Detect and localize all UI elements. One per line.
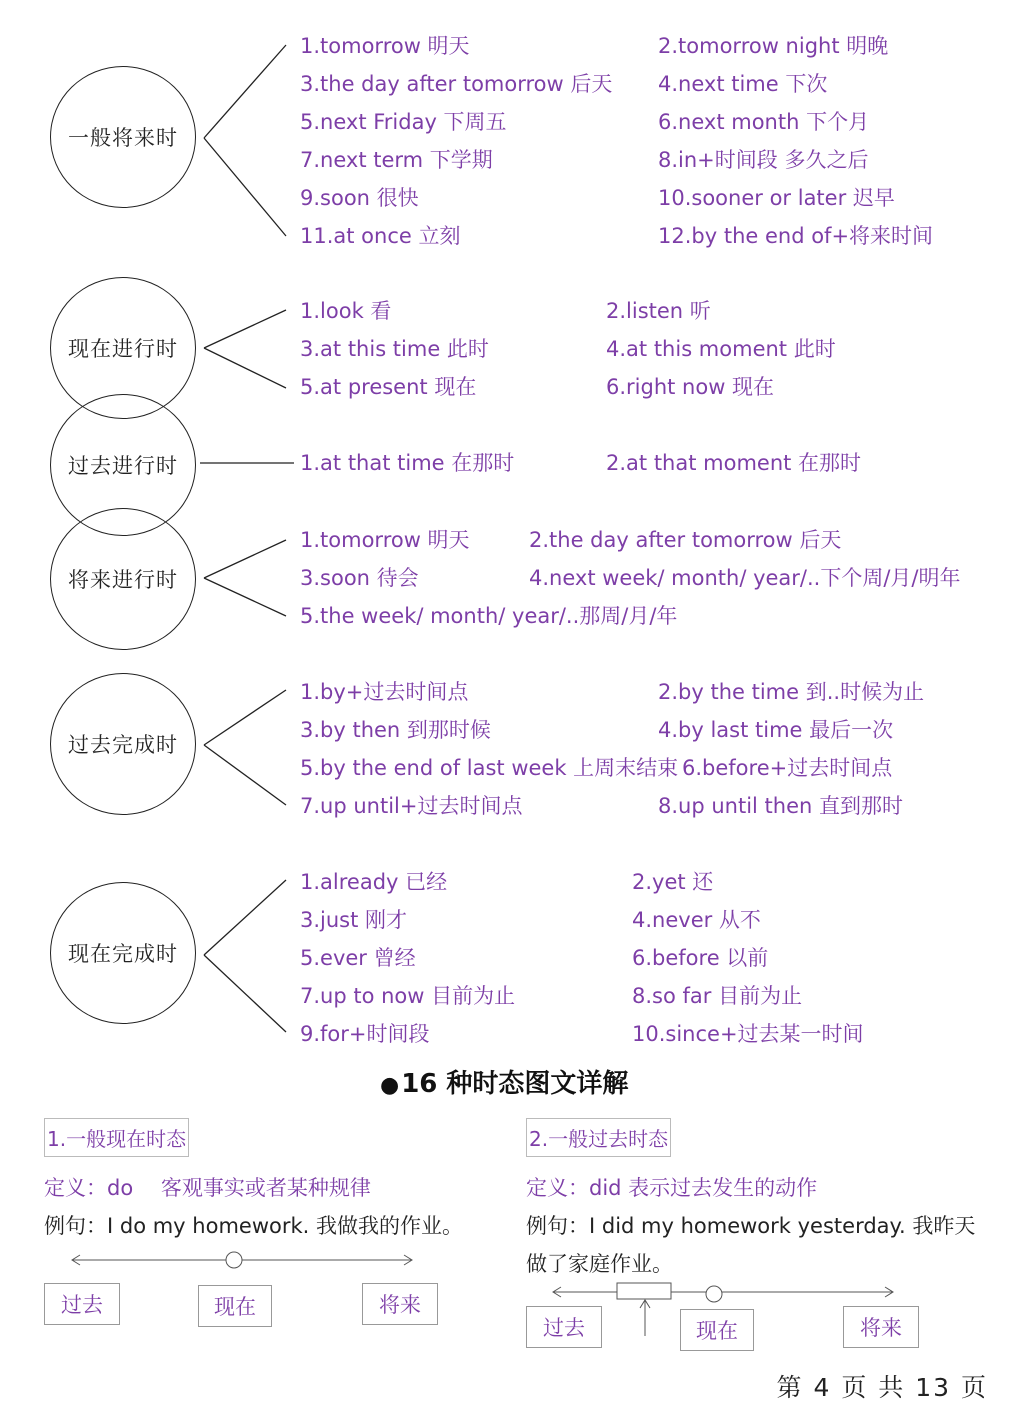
tense-example: 例句：I do my homework. 我做我的作业。: [44, 1214, 463, 1238]
time-word-item: 4.by last time 最后一次: [658, 718, 894, 742]
time-word-item: 7.up to now 目前为止: [300, 984, 516, 1008]
time-word-item: 1.by+过去时间点: [300, 680, 469, 704]
bullet-icon: ●: [380, 1073, 400, 1098]
time-word-item: 9.for+时间段: [300, 1022, 430, 1046]
time-word-item: 2.yet 还: [632, 870, 714, 894]
time-word-item: 6.next month 下个月: [658, 110, 870, 134]
time-word-item: 3.the day after tomorrow 后天: [300, 72, 613, 96]
time-word-item: 6.right now 现在: [606, 375, 775, 399]
time-word-item: 9.soon 很快: [300, 186, 419, 210]
time-word-item: 5.ever 曾经: [300, 946, 416, 970]
tense-definition: 定义：do 客观事实或者某种规律: [44, 1176, 371, 1200]
time-word-item: 4.never 从不: [632, 908, 761, 932]
time-word-item: 3.just 刚才: [300, 908, 408, 932]
tense-example-continued: 做了家庭作业。: [526, 1252, 673, 1276]
time-word-item: 12.by the end of+将来时间: [658, 224, 934, 248]
timeline-present-box: 现在: [680, 1309, 754, 1351]
timeline-past-box: 过去: [526, 1306, 602, 1348]
time-word-item: 1.already 已经: [300, 870, 448, 894]
time-word-item: 7.next term 下学期: [300, 148, 493, 172]
tense-circle-present-continuous: 现在进行时: [50, 277, 196, 419]
tense-circle-future-continuous: 将来进行时: [50, 508, 196, 650]
tense-definition: 定义：did 表示过去发生的动作: [526, 1176, 818, 1200]
time-word-item: 11.at once 立刻: [300, 224, 461, 248]
tense-circle-past-perfect: 过去完成时: [50, 673, 196, 815]
time-word-item: 7.up until+过去时间点: [300, 794, 523, 818]
time-word-item: 2.by the time 到..时候为止: [658, 680, 925, 704]
time-word-item: 5.by the end of last week 上周末结束: [300, 756, 679, 780]
time-word-item: 2.at that moment 在那时: [606, 451, 862, 475]
tense-circle-past-continuous: 过去进行时: [50, 394, 196, 536]
page-number: 第 4 页 共 13 页: [776, 1373, 988, 1402]
timeline-past-box: 过去: [44, 1283, 120, 1325]
time-word-item: 8.up until then 直到那时: [658, 794, 903, 818]
tense-card-title: 2.一般过去时态: [526, 1118, 671, 1157]
time-word-item: 1.tomorrow 明天: [300, 528, 470, 552]
timeline-present-box: 现在: [198, 1285, 272, 1327]
time-word-item: 10.sooner or later 迟早: [658, 186, 895, 210]
time-word-item: 4.next time 下次: [658, 72, 828, 96]
tense-circle-present-perfect: 现在完成时: [50, 882, 196, 1024]
tense-circle-future-simple: 一般将来时: [50, 66, 196, 208]
time-word-item: 3.at this time 此时: [300, 337, 489, 361]
time-word-item: 1.at that time 在那时: [300, 451, 515, 475]
time-word-item: 5.the week/ month/ year/..那周/月/年: [300, 604, 678, 628]
time-word-item: 1.look 看: [300, 299, 392, 323]
tense-example: 例句：I did my homework yesterday. 我昨天: [526, 1214, 976, 1238]
time-word-item: 3.soon 待会: [300, 566, 419, 590]
timeline-future-box: 将来: [843, 1306, 919, 1348]
time-word-item: 2.tomorrow night 明晚: [658, 34, 889, 58]
time-word-item: 2.the day after tomorrow 后天: [529, 528, 842, 552]
time-word-item: 4.next week/ month/ year/..下个周/月/明年: [529, 566, 961, 590]
time-word-item: 6.before 以前: [632, 946, 769, 970]
tense-card-title: 1.一般现在时态: [44, 1118, 189, 1157]
time-word-item: 6.before+过去时间点: [682, 756, 893, 780]
time-word-item: 2.listen 听: [606, 299, 711, 323]
section-heading-text: 16 种时态图文详解: [401, 1069, 629, 1099]
time-word-item: 8.so far 目前为止: [632, 984, 803, 1008]
time-word-item: 8.in+时间段 多久之后: [658, 148, 869, 172]
time-word-item: 4.at this moment 此时: [606, 337, 836, 361]
section-heading: [380, 1063, 628, 1100]
time-word-item: 5.at present 现在: [300, 375, 477, 399]
time-word-item: 10.since+过去某一时间: [632, 1022, 864, 1046]
timeline-future-box: 将来: [362, 1283, 438, 1325]
time-word-item: 3.by then 到那时候: [300, 718, 491, 742]
time-word-item: 1.tomorrow 明天: [300, 34, 470, 58]
time-word-item: 5.next Friday 下周五: [300, 110, 507, 134]
